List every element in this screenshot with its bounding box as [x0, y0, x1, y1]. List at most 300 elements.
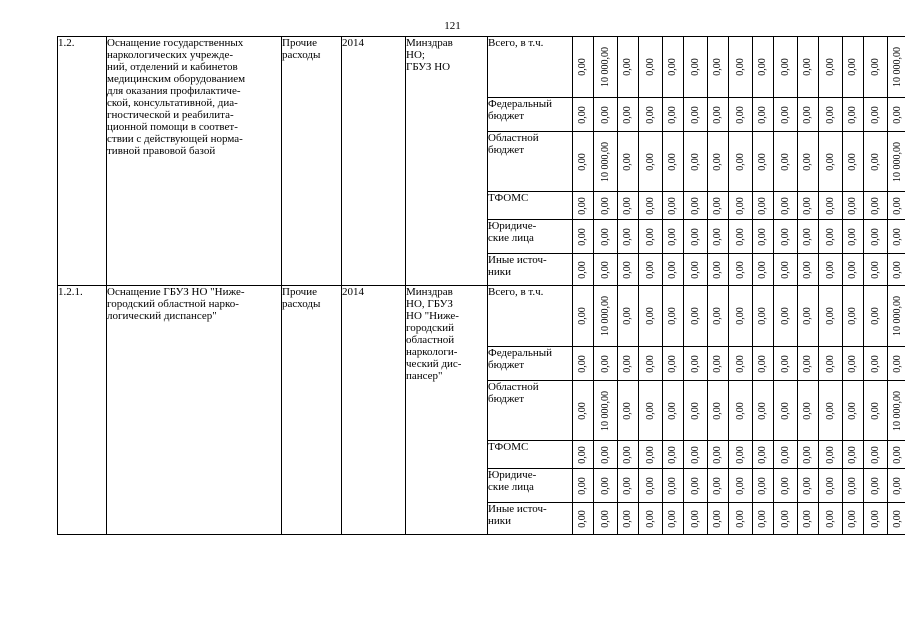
value-text: 0,00 [869, 105, 881, 124]
value-cell [573, 132, 594, 192]
value-text: 0,00 [577, 354, 588, 373]
value-cell [663, 254, 684, 286]
value-cell [774, 192, 798, 220]
funding-source [488, 286, 573, 347]
funding-source-line: ники [488, 266, 512, 278]
value-cell [774, 220, 798, 254]
value-cell [753, 286, 774, 347]
value-text: 0,00 [757, 105, 768, 124]
value-cell [798, 503, 819, 535]
value-cell [819, 347, 843, 381]
item-title-line: для оказания профилактиче- [107, 85, 241, 97]
value-cell [864, 469, 888, 503]
value-cell [753, 132, 774, 192]
value-cell [618, 381, 639, 441]
value-text: 0,00 [644, 105, 656, 124]
value-text: 0,00 [779, 58, 791, 76]
value-text: 0,00 [891, 509, 903, 528]
value-cell [618, 192, 639, 220]
value-cell [663, 347, 684, 381]
value-text: 0,00 [644, 307, 656, 325]
funding-source [488, 132, 573, 192]
value-cell [639, 192, 663, 220]
value-cell [573, 254, 594, 286]
value-text: 0,00 [869, 445, 881, 464]
value-cell [573, 441, 594, 469]
funding-source [488, 441, 573, 469]
value-text: 0,00 [712, 307, 723, 325]
value-text: 0,00 [712, 58, 723, 76]
value-cell [708, 254, 729, 286]
page-number: 121 [444, 20, 461, 32]
value-text: 0,00 [757, 401, 768, 420]
value-cell [618, 37, 639, 98]
value-cell [618, 347, 639, 381]
value-cell [753, 254, 774, 286]
value-cell [888, 469, 905, 503]
value-cell [819, 132, 843, 192]
value-text: 0,00 [847, 509, 858, 528]
value-cell [819, 469, 843, 503]
value-cell [729, 192, 753, 220]
value-text: 0,00 [622, 307, 633, 325]
funding-source [488, 254, 573, 286]
value-text: 0,00 [802, 307, 813, 325]
value-text: 0,00 [712, 509, 723, 528]
executor-line: НО "Ниже- [406, 310, 459, 322]
value-cell [843, 381, 864, 441]
value-cell [774, 254, 798, 286]
value-text: 0,00 [644, 354, 656, 373]
value-text: 0,00 [689, 58, 701, 76]
value-cell [729, 381, 753, 441]
executor-line: областной [406, 334, 455, 346]
value-text: 0,00 [577, 260, 588, 279]
value-text: 10 000,00 [599, 47, 611, 87]
funding-source [488, 192, 573, 220]
value-cell [708, 98, 729, 132]
value-cell [888, 286, 905, 347]
funding-source-line: Областной [488, 132, 539, 144]
value-text: 0,00 [689, 476, 701, 495]
value-cell [663, 192, 684, 220]
value-cell [684, 286, 708, 347]
value-text: 0,00 [599, 260, 611, 279]
value-text: 0,00 [757, 227, 768, 246]
value-text: 0,00 [757, 58, 768, 76]
value-text: 0,00 [824, 445, 836, 464]
value-cell [888, 381, 905, 441]
funding-source [488, 347, 573, 381]
value-text: 0,00 [824, 227, 836, 246]
value-text: 0,00 [847, 445, 858, 464]
value-text: 0,00 [577, 509, 588, 528]
value-text: 0,00 [622, 227, 633, 246]
value-cell [684, 192, 708, 220]
value-cell [753, 441, 774, 469]
funding-source [488, 381, 573, 441]
value-text: 0,00 [779, 307, 791, 325]
value-text: 0,00 [599, 476, 611, 495]
value-cell [618, 286, 639, 347]
value-cell [864, 381, 888, 441]
value-cell [708, 37, 729, 98]
value-text: 0,00 [824, 401, 836, 420]
value-cell [888, 254, 905, 286]
value-cell [684, 37, 708, 98]
value-text: 0,00 [577, 445, 588, 464]
value-cell [864, 192, 888, 220]
value-cell [843, 192, 864, 220]
executor [406, 37, 488, 286]
value-cell [594, 347, 618, 381]
value-text: 0,00 [891, 227, 903, 246]
value-cell [573, 220, 594, 254]
executor-line: НО, ГБУЗ [406, 298, 453, 310]
item-title-line: Оснащение государственных [107, 37, 244, 49]
value-cell [684, 469, 708, 503]
value-text: 0,00 [757, 196, 768, 215]
funding-source-line: бюджет [488, 110, 524, 122]
value-text: 0,00 [622, 260, 633, 279]
value-text: 0,00 [689, 445, 701, 464]
funding-source-line: бюджет [488, 359, 524, 371]
value-cell [618, 254, 639, 286]
value-cell [684, 132, 708, 192]
value-text: 0,00 [577, 401, 588, 420]
value-cell [708, 347, 729, 381]
value-text: 0,00 [577, 58, 588, 76]
value-text: 0,00 [802, 152, 813, 171]
value-cell [798, 441, 819, 469]
value-cell [864, 441, 888, 469]
value-text: 0,00 [847, 227, 858, 246]
value-cell [573, 286, 594, 347]
value-text: 0,00 [802, 509, 813, 528]
value-cell [663, 220, 684, 254]
value-text: 0,00 [824, 354, 836, 373]
value-cell [774, 132, 798, 192]
value-cell [708, 132, 729, 192]
value-text: 0,00 [891, 445, 903, 464]
item-title-line: ской, консультативной, диа- [107, 97, 238, 109]
funding-source-line: бюджет [488, 144, 524, 156]
value-cell [573, 37, 594, 98]
value-cell [843, 441, 864, 469]
value-text: 0,00 [667, 445, 678, 464]
value-cell [708, 381, 729, 441]
value-text: 0,00 [667, 152, 678, 171]
value-text: 0,00 [802, 58, 813, 76]
value-text: 0,00 [622, 196, 633, 215]
value-cell [729, 254, 753, 286]
value-text: 0,00 [802, 105, 813, 124]
value-text: 0,00 [847, 152, 858, 171]
value-cell [774, 347, 798, 381]
value-cell [843, 37, 864, 98]
value-cell [594, 381, 618, 441]
value-text: 0,00 [622, 401, 633, 420]
year: 2014 [342, 286, 406, 535]
value-cell [573, 469, 594, 503]
value-cell [843, 220, 864, 254]
value-cell [729, 286, 753, 347]
item-code: 1.2.1. [58, 286, 107, 535]
value-text: 10 000,00 [599, 296, 611, 336]
value-text: 0,00 [689, 196, 701, 215]
value-cell [618, 98, 639, 132]
value-cell [864, 37, 888, 98]
value-cell [594, 441, 618, 469]
executor-line: ческий дис- [406, 358, 462, 370]
value-cell [753, 381, 774, 441]
value-cell [729, 441, 753, 469]
value-text: 0,00 [757, 152, 768, 171]
value-text: 10 000,00 [599, 141, 611, 182]
value-cell [798, 98, 819, 132]
value-text: 0,00 [847, 105, 858, 124]
item-title-line: городский областной нарко- [107, 298, 239, 310]
value-text: 0,00 [757, 445, 768, 464]
value-cell [843, 503, 864, 535]
value-text: 0,00 [847, 260, 858, 279]
value-text: 0,00 [847, 476, 858, 495]
value-text: 0,00 [667, 196, 678, 215]
value-text: 0,00 [779, 227, 791, 246]
value-cell [573, 347, 594, 381]
value-cell [819, 37, 843, 98]
value-cell [753, 469, 774, 503]
value-text: 0,00 [734, 445, 746, 464]
value-cell [639, 286, 663, 347]
value-text: 0,00 [622, 476, 633, 495]
value-text: 0,00 [869, 509, 881, 528]
funding-source-line: ТФОМС [488, 192, 529, 204]
value-text: 0,00 [802, 476, 813, 495]
value-cell [639, 37, 663, 98]
value-cell [684, 503, 708, 535]
value-cell [798, 286, 819, 347]
value-text: 0,00 [824, 476, 836, 495]
expense-type-line: расходы [282, 49, 321, 61]
value-text: 0,00 [847, 307, 858, 325]
executor-line: наркологи- [406, 346, 458, 358]
item-code: 1.2. [58, 37, 107, 286]
value-cell [729, 347, 753, 381]
value-cell [798, 381, 819, 441]
value-cell [819, 220, 843, 254]
value-text: 0,00 [712, 354, 723, 373]
value-text: 0,00 [622, 152, 633, 171]
value-cell [663, 98, 684, 132]
value-text: 0,00 [689, 152, 701, 171]
value-cell [639, 254, 663, 286]
value-text: 0,00 [712, 260, 723, 279]
value-cell [864, 254, 888, 286]
value-text: 0,00 [779, 105, 791, 124]
value-text: 0,00 [779, 260, 791, 279]
value-text: 0,00 [667, 227, 678, 246]
value-text: 0,00 [847, 401, 858, 420]
value-cell [798, 192, 819, 220]
value-text: 0,00 [891, 476, 903, 495]
value-text: 0,00 [667, 260, 678, 279]
value-text: 0,00 [757, 509, 768, 528]
value-cell [639, 469, 663, 503]
value-cell [843, 469, 864, 503]
funding-source-line: ские лица [488, 232, 534, 244]
value-cell [753, 347, 774, 381]
value-text: 0,00 [599, 105, 611, 124]
value-cell [819, 98, 843, 132]
value-text: 0,00 [802, 227, 813, 246]
value-text: 0,00 [577, 476, 588, 495]
item-title-line: гностической и реабилита- [107, 109, 234, 121]
funding-source-line: Иные источ- [488, 254, 547, 266]
value-cell [684, 347, 708, 381]
value-cell [594, 132, 618, 192]
value-cell [819, 286, 843, 347]
value-cell [819, 192, 843, 220]
funding-source-line: Иные источ- [488, 503, 547, 515]
value-cell [888, 98, 905, 132]
value-cell [888, 37, 905, 98]
value-text: 0,00 [734, 105, 746, 124]
value-text: 10 000,00 [599, 390, 611, 431]
value-cell [774, 503, 798, 535]
value-cell [594, 469, 618, 503]
value-cell [618, 132, 639, 192]
value-text: 0,00 [869, 307, 881, 325]
value-text: 0,00 [779, 152, 791, 171]
value-text: 0,00 [869, 354, 881, 373]
value-cell [639, 132, 663, 192]
value-text: 0,00 [712, 401, 723, 420]
value-cell [798, 132, 819, 192]
value-text: 10 000,00 [891, 390, 903, 431]
value-cell [843, 98, 864, 132]
value-cell [774, 469, 798, 503]
value-cell [618, 469, 639, 503]
value-cell [573, 98, 594, 132]
value-text: 0,00 [667, 354, 678, 373]
funding-source-line: ские лица [488, 481, 534, 493]
value-text: 0,00 [869, 401, 881, 420]
value-text: 0,00 [824, 307, 836, 325]
value-cell [888, 441, 905, 469]
value-text: 0,00 [847, 58, 858, 76]
value-cell [819, 381, 843, 441]
item-title-line: тивной правовой базой [107, 145, 216, 157]
funding-source [488, 220, 573, 254]
value-text: 0,00 [869, 196, 881, 215]
value-cell [708, 286, 729, 347]
value-text: 0,00 [734, 307, 746, 325]
item-title-line: логический диспансер" [107, 310, 217, 322]
value-cell [639, 441, 663, 469]
value-cell [573, 381, 594, 441]
value-text: 0,00 [891, 196, 903, 215]
item-title-line: наркологических учрежде- [107, 49, 234, 61]
value-cell [663, 469, 684, 503]
value-text: 0,00 [622, 509, 633, 528]
value-cell [819, 503, 843, 535]
funding-source [488, 469, 573, 503]
executor-line: Минздрав [406, 37, 453, 49]
value-cell [708, 192, 729, 220]
value-text: 0,00 [689, 307, 701, 325]
value-text: 0,00 [644, 196, 656, 215]
value-text: 0,00 [757, 260, 768, 279]
value-text: 0,00 [802, 401, 813, 420]
value-cell [729, 37, 753, 98]
value-text: 0,00 [712, 152, 723, 171]
value-cell [774, 37, 798, 98]
funding-source-line: Юридиче- [488, 469, 537, 481]
value-text: 0,00 [734, 476, 746, 495]
value-text: 0,00 [689, 401, 701, 420]
value-text: 0,00 [644, 401, 656, 420]
value-text: 0,00 [734, 401, 746, 420]
value-text: 0,00 [622, 58, 633, 76]
item-title-line: ний, отделений и кабинетов [107, 61, 238, 73]
value-text: 0,00 [824, 58, 836, 76]
value-cell [888, 132, 905, 192]
funding-source [488, 98, 573, 132]
value-cell [684, 441, 708, 469]
value-cell [594, 286, 618, 347]
value-text: 0,00 [599, 354, 611, 373]
value-text: 0,00 [599, 509, 611, 528]
funding-source-line: Всего, в т.ч. [488, 286, 544, 298]
value-cell [618, 503, 639, 535]
value-cell [663, 441, 684, 469]
value-text: 0,00 [779, 509, 791, 528]
value-text: 0,00 [689, 105, 701, 124]
value-text: 0,00 [734, 58, 746, 76]
value-cell [594, 98, 618, 132]
expense-type [282, 37, 342, 286]
value-cell [729, 132, 753, 192]
value-cell [708, 503, 729, 535]
budget-table [57, 36, 905, 535]
value-cell [798, 469, 819, 503]
value-text: 0,00 [802, 196, 813, 215]
value-cell [708, 220, 729, 254]
value-text: 0,00 [847, 196, 858, 215]
funding-source-line: Федеральный [488, 347, 553, 359]
value-cell [774, 441, 798, 469]
expense-type-line: Прочие [282, 286, 317, 298]
value-text: 0,00 [734, 354, 746, 373]
value-cell [864, 132, 888, 192]
value-cell [639, 347, 663, 381]
value-text: 0,00 [689, 354, 701, 373]
funding-source [488, 37, 573, 98]
value-text: 0,00 [869, 58, 881, 76]
value-text: 0,00 [824, 196, 836, 215]
value-cell [639, 98, 663, 132]
value-text: 0,00 [757, 354, 768, 373]
value-cell [639, 220, 663, 254]
value-text: 0,00 [644, 476, 656, 495]
executor-line: пансер" [406, 370, 443, 382]
value-text: 0,00 [577, 227, 588, 246]
value-text: 0,00 [712, 476, 723, 495]
value-text: 0,00 [577, 105, 588, 124]
value-cell [729, 220, 753, 254]
value-cell [774, 98, 798, 132]
